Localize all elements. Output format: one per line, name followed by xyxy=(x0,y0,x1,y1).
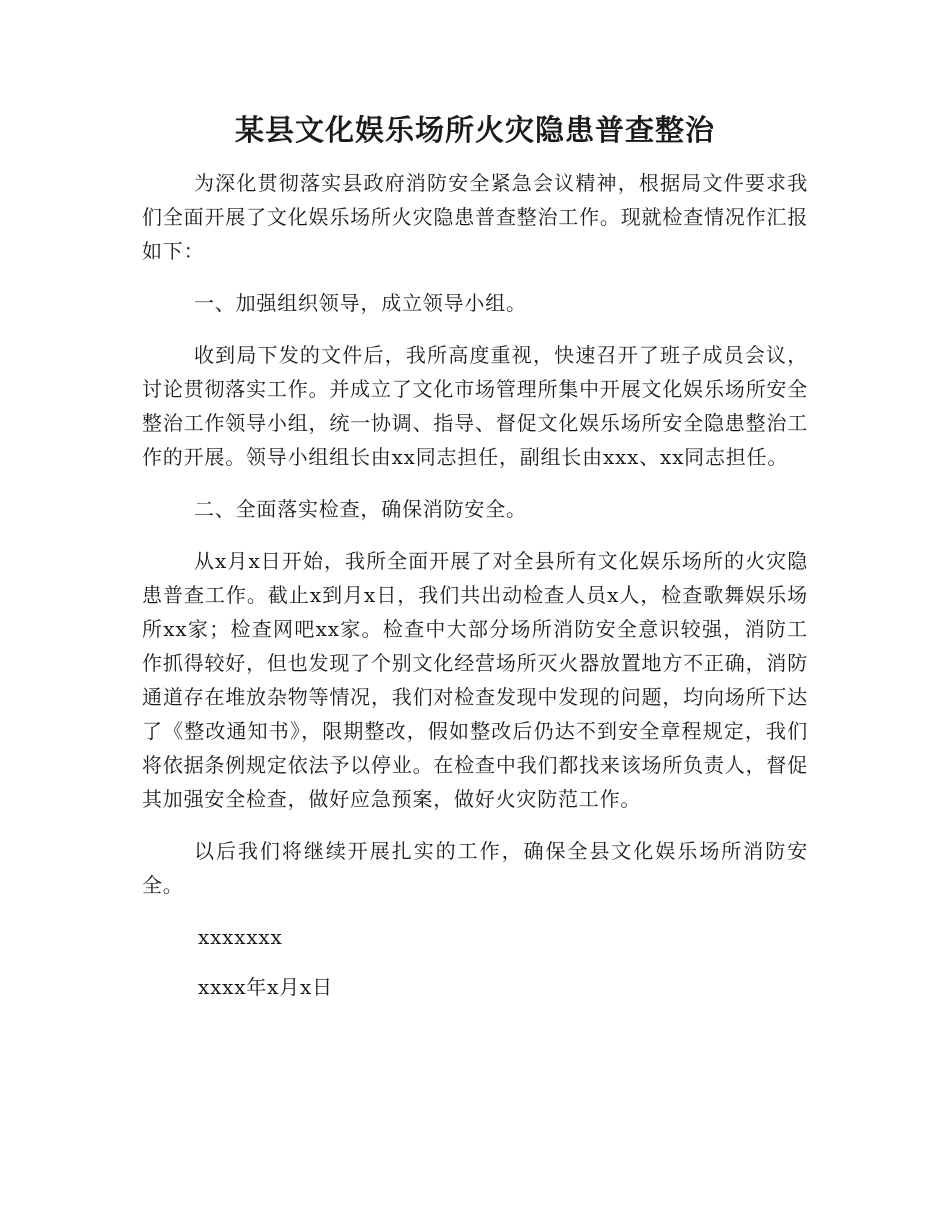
document-date: xxxx年x月x日 xyxy=(198,975,333,999)
section-1-paragraph: 收到局下发的文件后，我所高度重视，快速召开了班子成员会议，讨论贯彻落实工作。并成立了文化市场管理所集中开展文化娱乐场所安全整治工作领导小组，统一协调、指导、督促文化娱乐场所安全隐患整治工作的开展。领导小组组长由xx同志担任，副组长由xxx、xx同志担任。 xyxy=(142,343,808,469)
section-heading-1: 一、加强组织领导，成立领导小组。 xyxy=(194,291,527,315)
document-title: 某县文化娱乐场所火灾隐患普查整治 xyxy=(234,113,715,147)
section-heading-2: 二、全面落实检查，确保消防安全。 xyxy=(194,497,527,521)
section-2-paragraph: 从x月x日开始，我所全面开展了对全县所有文化娱乐场所的火灾隐患普查工作。截止x到月x日，我们共出动检查人员x人，检查歌舞娱乐场所xx家；检查网吧xx家。检查中大部分场所消防安全意识较强，消防工作抓得较好，但也发现了个别文化经营场所灭火器放置地方不正确，消防通道存在堆放杂物等情况，我们对检查发现中发现的问题，均向场所下达了《整改通知书》，限期整改，假如整改后仍达不到安全章程规定，我们将依据条例规定依法予以停业。在检查中我们都找来该场所负责人，督促其加强安全检查，做好应急预案，做好火灾防范工作。 xyxy=(142,549,808,811)
document-body xyxy=(142,166,808,1004)
signature: xxxxxxx xyxy=(198,925,283,949)
intro-paragraph: 为深化贯彻落实县政府消防安全紧急会议精神，根据局文件要求我们全面开展了文化娱乐场所火灾隐患普查整治工作。现就检查情况作汇报如下： xyxy=(142,171,808,263)
closing-paragraph: 以后我们将继续开展扎实的工作，确保全县文化娱乐场所消防安全。 xyxy=(142,839,808,897)
